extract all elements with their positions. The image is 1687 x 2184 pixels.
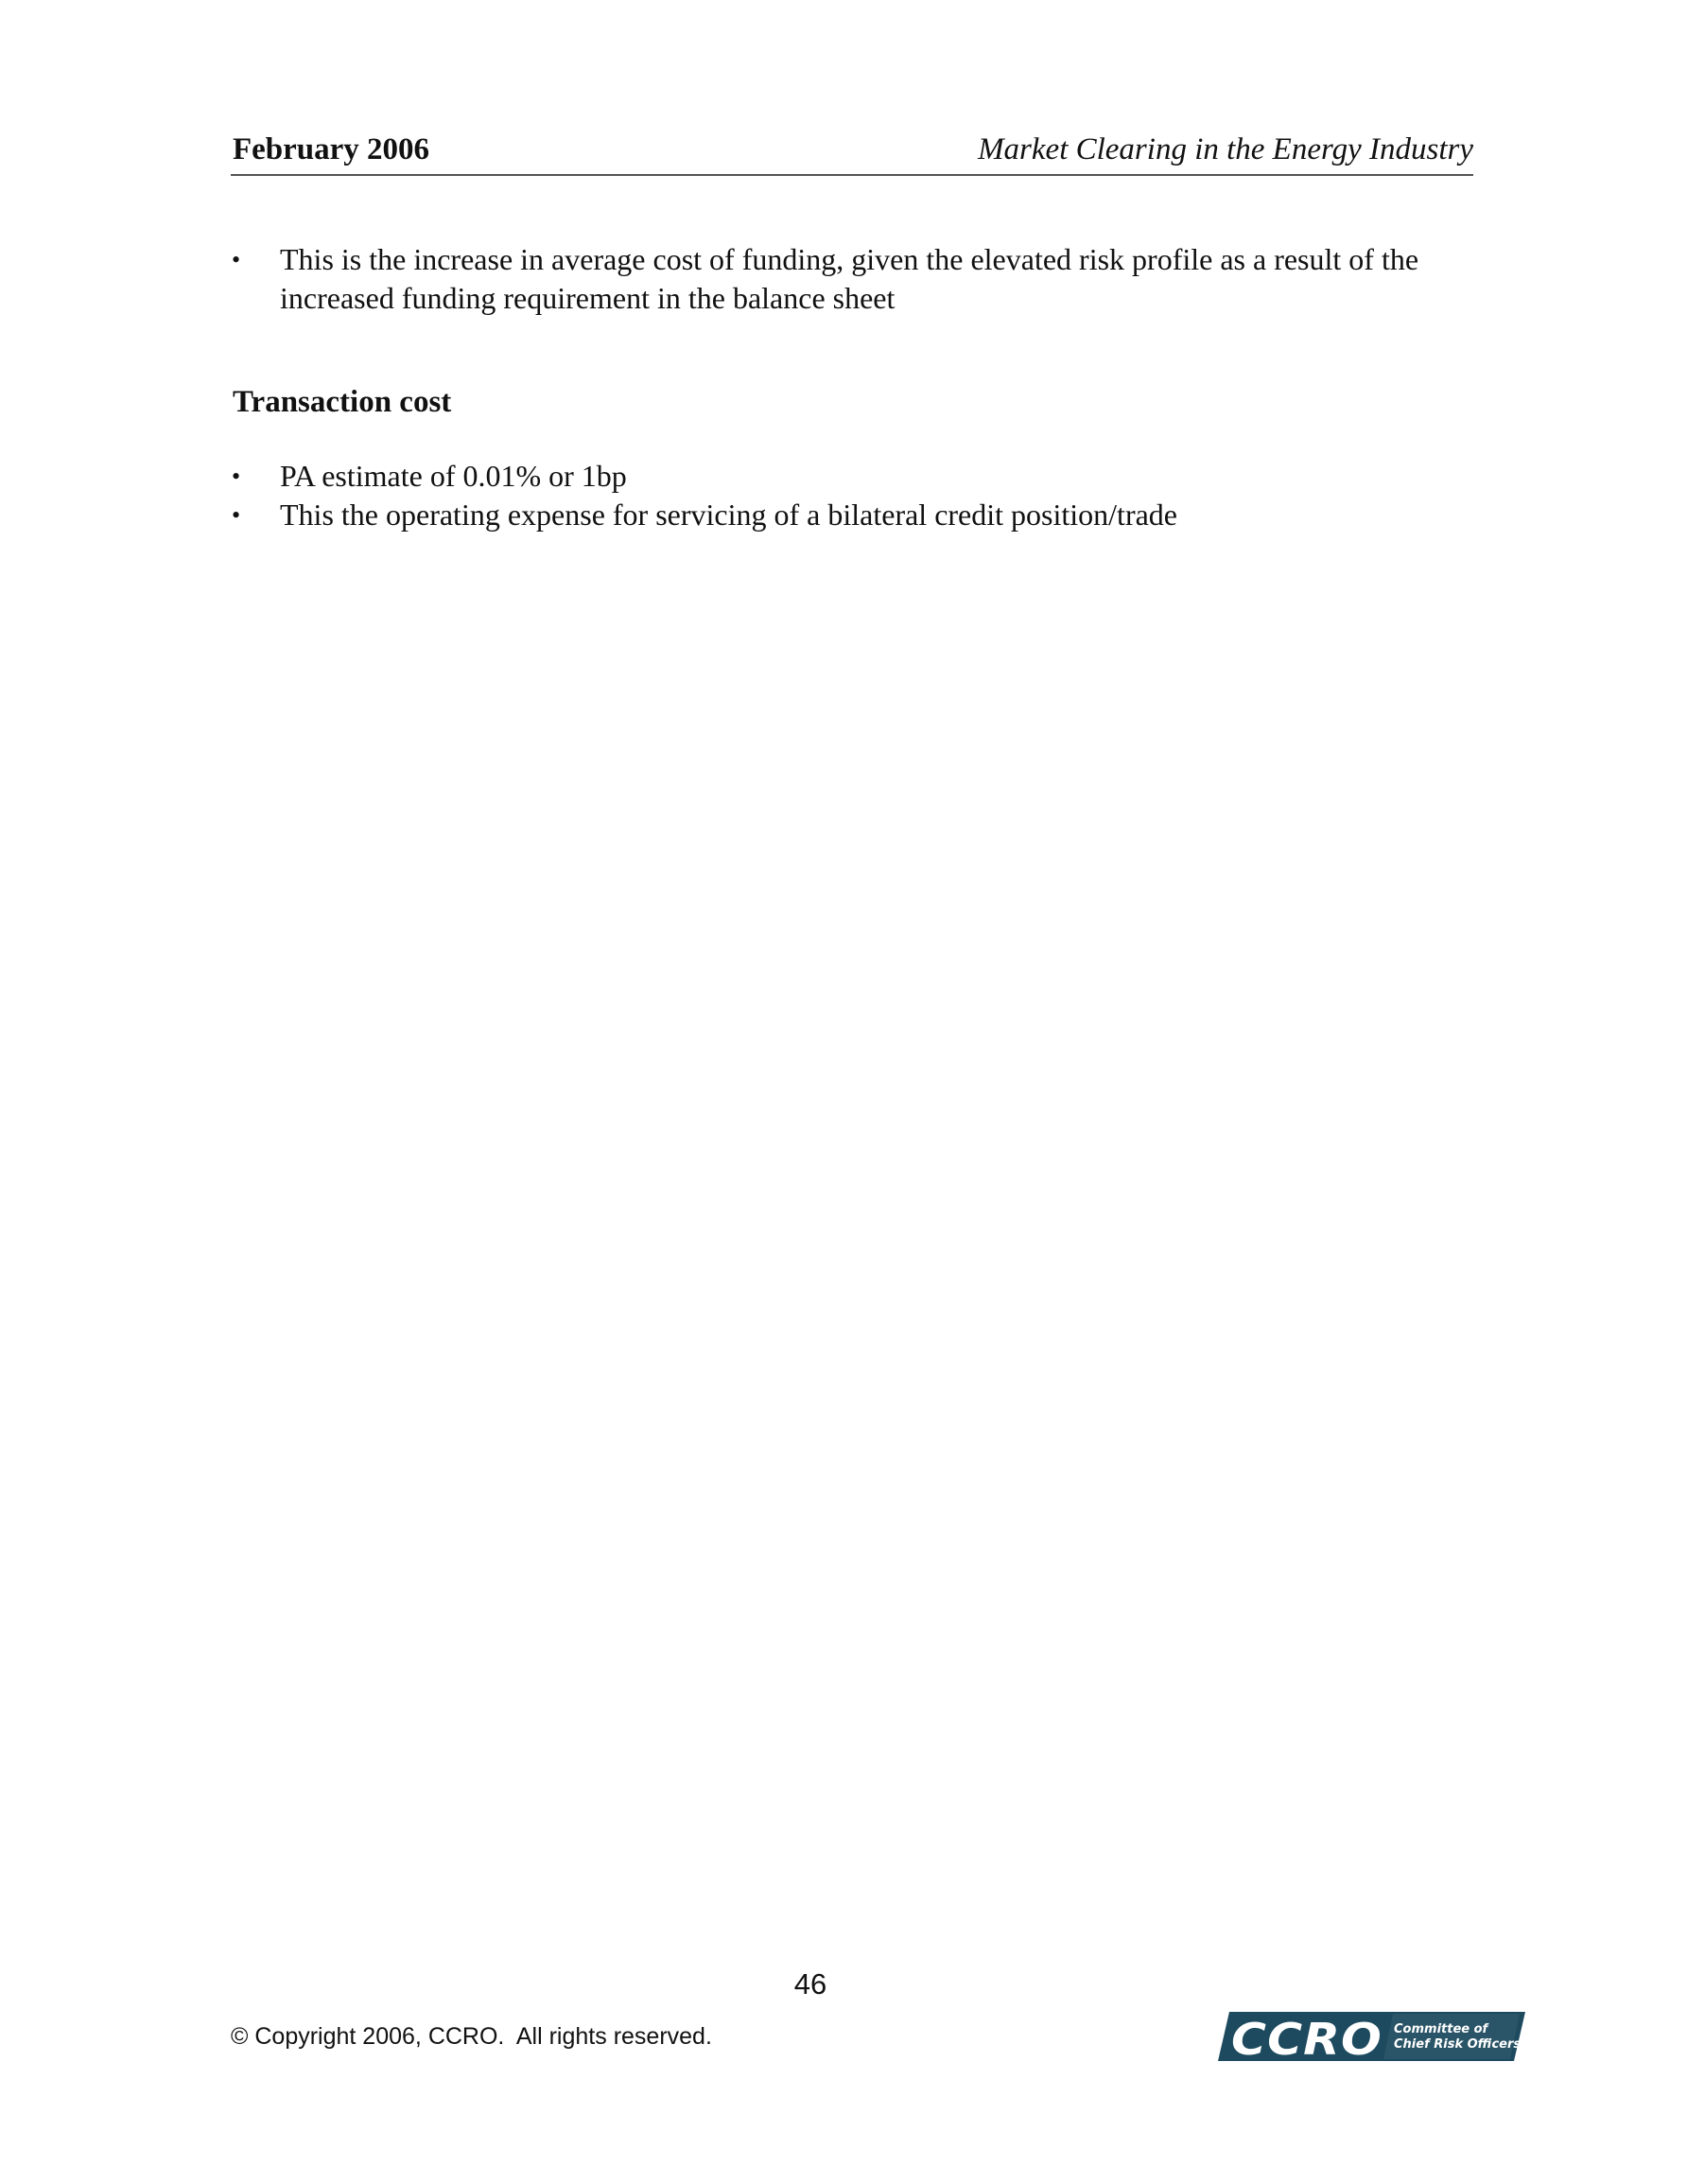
- page-number: 46: [793, 1967, 827, 2001]
- copyright-notice: © Copyright 2006, CCRO. All rights reserved.: [231, 2023, 712, 2050]
- logo-tagline-line1: Committee of: [1394, 2022, 1488, 2036]
- list-item-text: PA estimate of 0.01% or 1bp: [280, 459, 627, 493]
- bullet-icon: •: [232, 246, 241, 273]
- list-item: [231, 457, 1473, 496]
- header-document-title: Market Clearing in the Energy Industry: [978, 132, 1473, 166]
- logo-mark-text: CCRO: [1231, 2014, 1383, 2061]
- section-heading: Transaction cost: [233, 385, 452, 419]
- page-header: [231, 131, 1473, 176]
- bullet-list: [231, 457, 1473, 534]
- list-item: [231, 240, 1473, 318]
- list-item: [231, 496, 1473, 534]
- page-body: [231, 240, 1473, 534]
- logo-tagline-line2: Chief Risk Officers: [1394, 2037, 1522, 2052]
- bullet-icon: •: [232, 501, 241, 529]
- header-date: February 2006: [233, 132, 430, 166]
- list-item-text: This is the increase in average cost of funding, given the elevated risk profile as a result of the increased funding requirement in the balance sheet: [280, 242, 1419, 315]
- ccro-logo: [1218, 2012, 1525, 2061]
- bullet-icon: •: [232, 463, 241, 490]
- ccro-logo-icon: [1218, 2012, 1525, 2061]
- list-item-text: This the operating expense for servicing of a bilateral credit position/trade: [280, 498, 1177, 532]
- bullet-list: [231, 240, 1473, 318]
